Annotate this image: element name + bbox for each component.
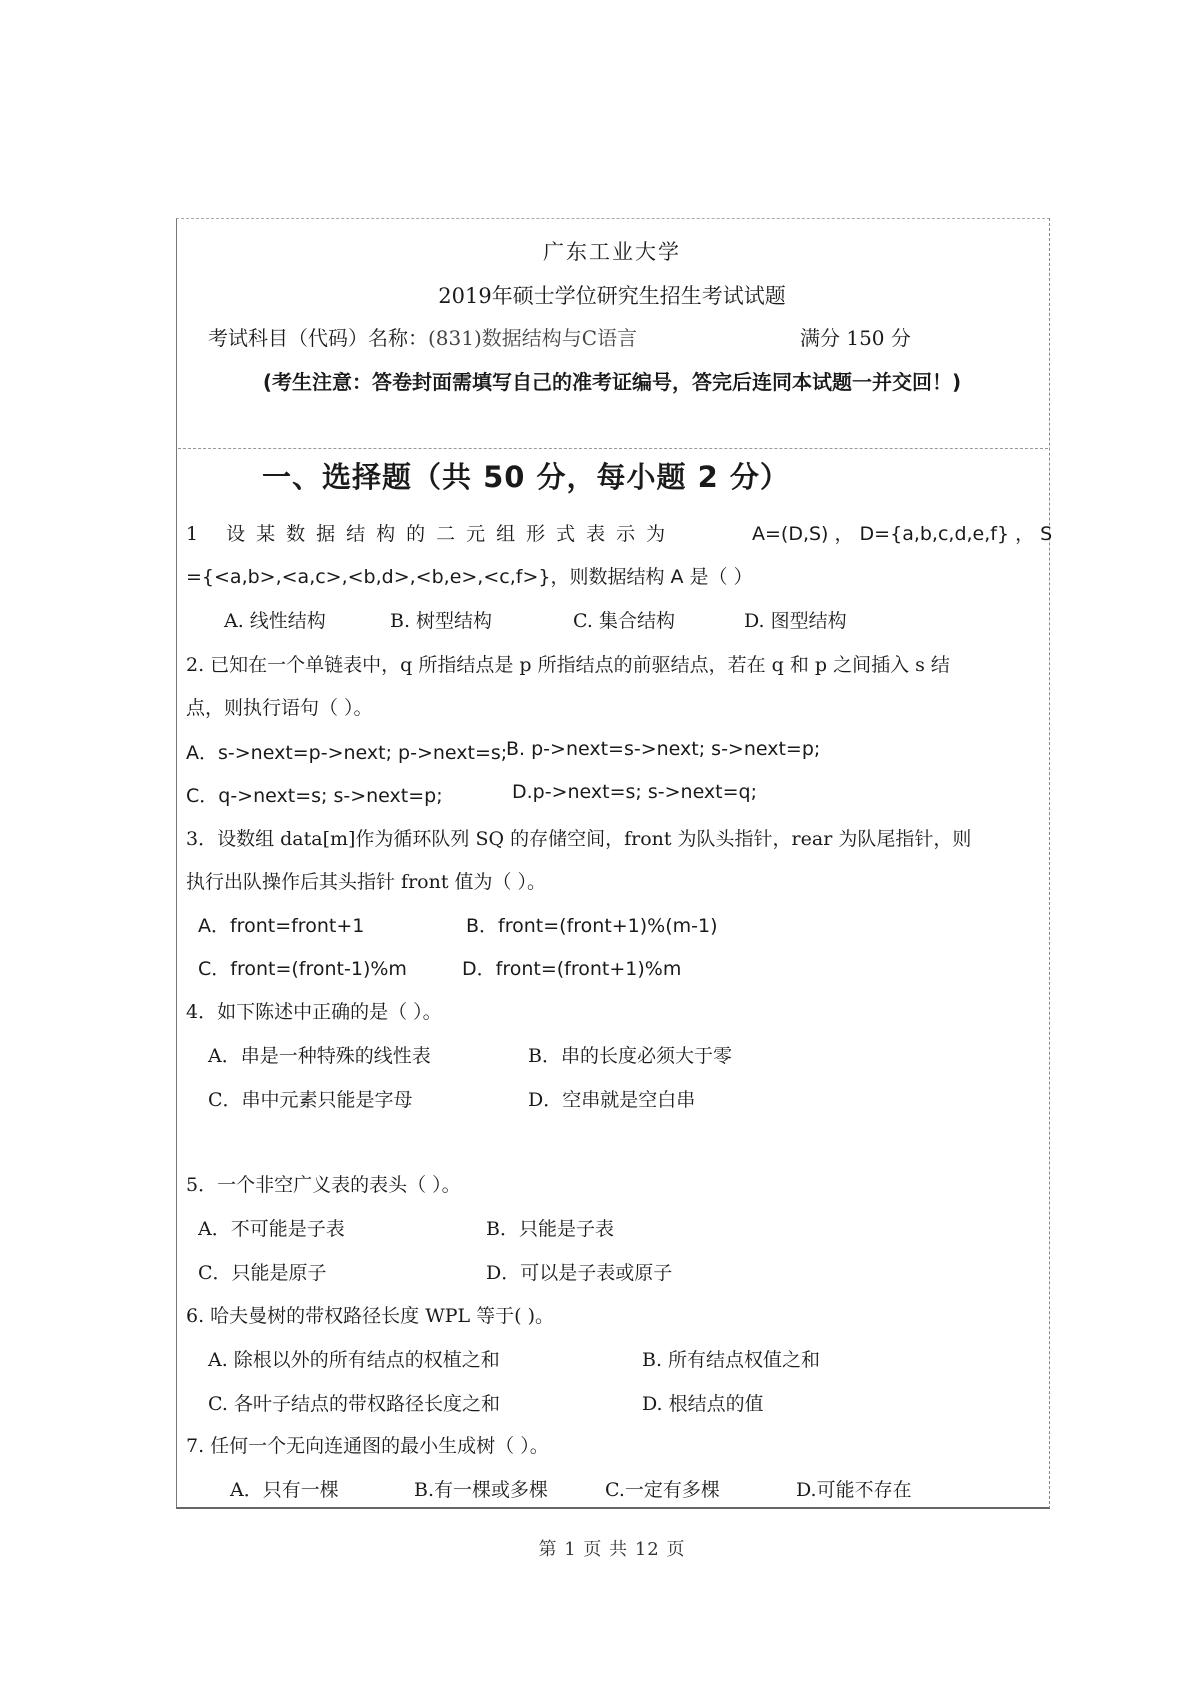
q7-option-b: B.有一棵或多棵 bbox=[414, 1479, 549, 1501]
q3-option-a: A．front=front+1 bbox=[198, 915, 365, 937]
q5-option-b: B．只能是子表 bbox=[486, 1218, 614, 1240]
q1-stem-text: 1 设某数据结构的二元组形式表示为 bbox=[186, 523, 677, 545]
question-5-stem: 5．一个非空广义表的表头（ ）。 bbox=[186, 1174, 461, 1196]
q3-option-d: D．front=(front+1)%m bbox=[462, 958, 682, 980]
question-4-stem: 4．如下陈述中正确的是（ ）。 bbox=[186, 1001, 442, 1023]
q4-option-c: C．串中元素只能是字母 bbox=[208, 1089, 413, 1111]
full-score: 满分 150 分 bbox=[800, 326, 911, 350]
q1-option-d: D. 图型结构 bbox=[744, 610, 847, 632]
exam-notice: (考生注意：答卷封面需填写自己的准考证编号，答完后连同本试题一并交回！) bbox=[262, 370, 962, 394]
q7-option-a: A．只有一棵 bbox=[230, 1479, 339, 1501]
subject-value: (831)数据结构与C语言 bbox=[428, 326, 638, 350]
q2-option-a: A．s->next=p->next; p->next=s; bbox=[186, 742, 508, 764]
question-3-line2: 执行出队操作后其头指针 front 值为（ ）。 bbox=[186, 871, 547, 893]
question-3-line1: 3．设数组 data[m]作为循环队列 SQ 的存储空间，front 为队头指针，rear 为队尾指针，则 bbox=[186, 828, 972, 850]
q2-option-c: C．q->next=s; s->next=p; bbox=[186, 785, 443, 807]
subject-line bbox=[208, 322, 637, 351]
q7-option-c: C.一定有多棵 bbox=[605, 1479, 720, 1501]
q6-option-a: A. 除根以外的所有结点的权植之和 bbox=[208, 1349, 500, 1371]
q1-option-a: A. 线性结构 bbox=[224, 610, 326, 632]
header-divider bbox=[178, 448, 1048, 449]
q5-option-d: D．可以是子表或原子 bbox=[486, 1262, 673, 1284]
q1-option-b: B. 树型结构 bbox=[390, 610, 493, 632]
q5-option-a: A．不可能是子表 bbox=[198, 1218, 345, 1240]
section-title: 一、选择题（共 50 分，每小题 2 分） bbox=[262, 460, 790, 494]
q4-option-a: A．串是一种特殊的线性表 bbox=[208, 1045, 431, 1067]
q2-option-b: B. p->next=s->next; s->next=p; bbox=[506, 738, 821, 760]
university-name: 广东工业大学 bbox=[543, 240, 681, 264]
q4-option-b: B．串的长度必须大于零 bbox=[528, 1045, 732, 1067]
q6-option-b: B. 所有结点权值之和 bbox=[642, 1349, 821, 1371]
question-7-stem: 7. 任何一个无向连通图的最小生成树（ ）。 bbox=[186, 1435, 549, 1457]
q4-option-d: D．空串就是空白串 bbox=[528, 1089, 696, 1111]
q6-option-d: D. 根结点的值 bbox=[642, 1393, 764, 1415]
question-6-stem: 6. 哈夫曼树的带权路径长度 WPL 等于( )。 bbox=[186, 1305, 555, 1327]
question-2-line2: 点，则执行语句（ ）。 bbox=[186, 697, 373, 719]
q6-option-c: C. 各叶子结点的带权路径长度之和 bbox=[208, 1393, 500, 1415]
subject-label: 考试科目（代码）名称： bbox=[208, 326, 428, 350]
q3-option-b: B．front=(front+1)%(m-1) bbox=[466, 915, 718, 937]
question-2-line1: 2. 已知在一个单链表中，q 所指结点是 p 所指结点的前驱结点，若在 q 和 p 之间插入 s 结 bbox=[186, 654, 950, 676]
page-footer: 第 1 页 共 12 页 bbox=[538, 1539, 686, 1560]
q2-option-d: D.p->next=s; s->next=q; bbox=[512, 781, 758, 803]
q7-option-d: D.可能不存在 bbox=[796, 1479, 912, 1501]
q1-option-c: C. 集合结构 bbox=[573, 610, 675, 632]
q3-option-c: C．front=(front-1)%m bbox=[198, 958, 407, 980]
exam-title: 2019年硕士学位研究生招生考试试题 bbox=[438, 284, 786, 308]
q1-stem-formula: A=(D,S) ， D={a,b,c,d,e,f} ， S bbox=[752, 523, 1053, 545]
question-1-line2: ={<a,b>,<a,c>,<b,d>,<b,e>,<c,f>}，则数据结构 A 是（ ） bbox=[186, 566, 753, 588]
q5-option-c: C．只能是原子 bbox=[198, 1262, 327, 1284]
question-1-line1 bbox=[186, 519, 1053, 546]
